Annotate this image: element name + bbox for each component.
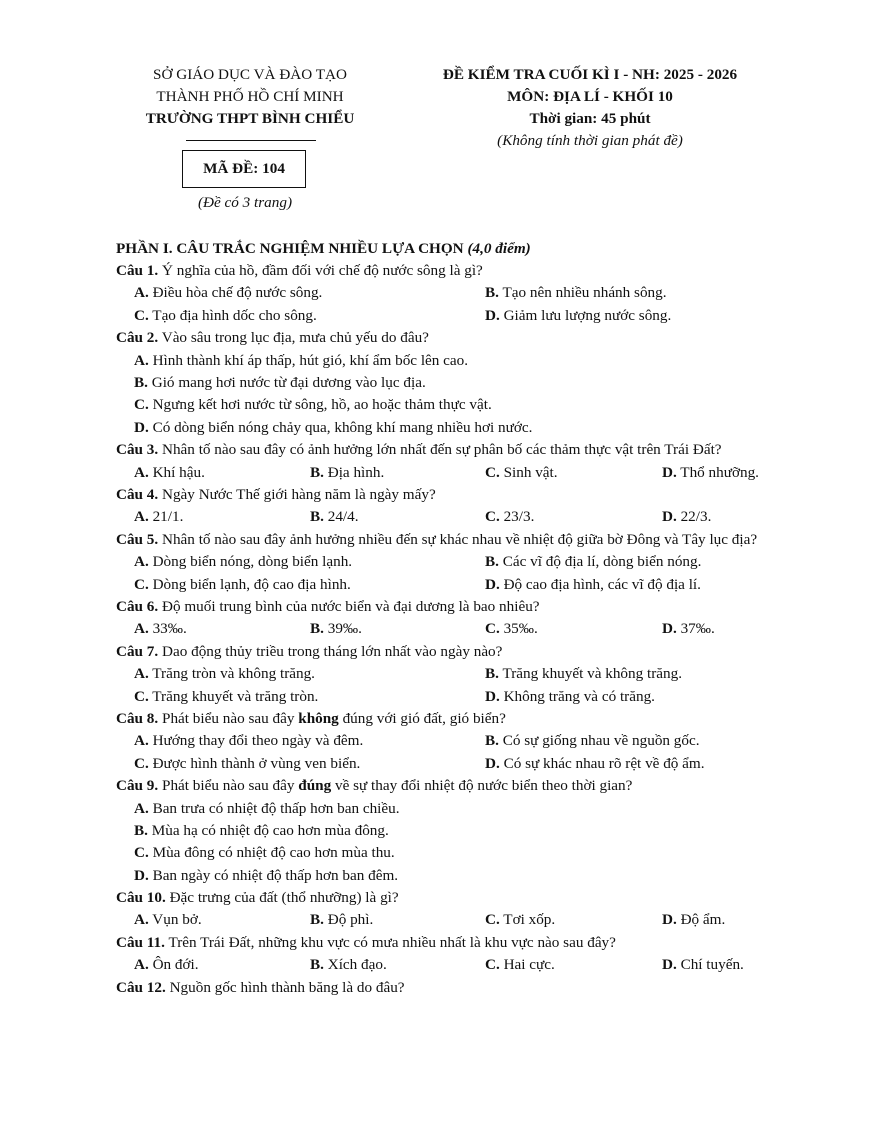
- question-text: Nguồn gốc hình thành băng là do đâu?: [165, 978, 405, 996]
- option-d: D. Giảm lưu lượng nước sông.: [485, 306, 672, 324]
- option-b: B. Có sự giống nhau về nguồn gốc.: [485, 732, 700, 750]
- question-number: Câu 6.: [116, 597, 159, 615]
- section-points: (4,0 điểm): [467, 240, 531, 257]
- question-text: Dao động thủy triều trong tháng lớn nhất vào ngày nào?: [158, 642, 503, 660]
- option-b: B. Độ phì.: [310, 911, 374, 929]
- question-text: Nhân tố nào sau đây ảnh hưởng nhiều đến sự khác nhau về nhiệt độ giữa bờ Đông và Tây lục địa?: [158, 530, 758, 548]
- option-a: A. Dòng biển nóng, dòng biển lạnh.: [134, 553, 353, 571]
- question-1: [116, 260, 780, 282]
- question-6: [116, 596, 780, 618]
- question-9: [116, 775, 780, 797]
- option-a: A. Trăng tròn và không trăng.: [134, 665, 315, 683]
- exam-body: [116, 238, 780, 999]
- page-count-note: (Đề có 3 trang): [197, 194, 293, 211]
- question-3: [116, 439, 780, 461]
- option-b: B. Mùa hạ có nhiệt độ cao hơn mùa đông.: [134, 821, 389, 839]
- exam-duration: Thời gian: 45 phút: [529, 110, 651, 127]
- question-text: Trên Trái Đất, những khu vực có mưa nhiều nhất là khu vực nào sau đây?: [164, 933, 616, 951]
- option-a: A. 21/1.: [134, 508, 184, 526]
- option-b: B. Gió mang hơi nước từ đại dương vào lục địa.: [134, 373, 426, 391]
- question-text: Ý nghĩa của hồ, đầm đối với chế độ nước sông là gì?: [158, 262, 483, 279]
- question-number: Câu 8.: [116, 709, 159, 727]
- question-text: Nhân tố nào sau đây có ảnh hưởng lớn nhất đến sự phân bố các thảm thực vật trên Trái Đất?: [158, 441, 722, 459]
- exam-code-box: MÃ ĐỀ: 104: [182, 150, 306, 188]
- question-7: [116, 641, 780, 663]
- option-b: B. 24/4.: [310, 508, 359, 526]
- city-name: THÀNH PHỐ HỒ CHÍ MINH: [156, 88, 344, 105]
- school-name: TRƯỜNG THPT BÌNH CHIỂU: [145, 110, 355, 127]
- option-d: D. Không trăng và có trăng.: [485, 687, 655, 705]
- question-number: Câu 7.: [116, 642, 159, 660]
- option-c: C. Trăng khuyết và trăng tròn.: [134, 687, 319, 705]
- question-number: Câu 12.: [116, 978, 166, 996]
- question-text: Phát biểu nào sau đây: [158, 777, 299, 795]
- question-10: [116, 887, 780, 909]
- question-emphasis: không: [298, 709, 339, 727]
- question-number: Câu 3.: [116, 441, 159, 459]
- question-text: Đặc trưng của đất (thổ nhưỡng) là gì?: [165, 889, 399, 907]
- option-c: C. Mùa đông có nhiệt độ cao hơn mùa thu.: [134, 844, 395, 862]
- option-c: C. Ngưng kết hơi nước từ sông, hồ, ao hoặc thảm thực vật.: [134, 396, 492, 414]
- option-d: D. Có dòng biển nóng chảy qua, không khí mang nhiều hơi nước.: [134, 418, 533, 436]
- option-a: A. Khí hậu.: [134, 463, 205, 481]
- option-d: D. Có sự khác nhau rõ rệt về độ ẩm.: [485, 754, 705, 772]
- option-c: C. Tơi xốp.: [485, 911, 556, 929]
- question-8: [116, 708, 780, 730]
- option-d: D. Chí tuyến.: [662, 956, 744, 974]
- question-text: Độ muối trung bình của nước biển và đại dương là bao nhiêu?: [158, 597, 540, 615]
- option-b: B. 39‰.: [310, 620, 362, 638]
- option-c: C. Dòng biển lạnh, độ cao địa hình.: [134, 575, 351, 593]
- exam-duration-note: (Không tính thời gian phát đề): [497, 132, 683, 149]
- option-d: D. Độ ẩm.: [662, 911, 726, 929]
- department-name: SỞ GIÁO DỤC VÀ ĐÀO TẠO: [153, 66, 347, 83]
- question-number: Câu 11.: [116, 933, 165, 951]
- option-d: D. 22/3.: [662, 508, 712, 526]
- option-b: B. Trăng khuyết và không trăng.: [485, 665, 683, 683]
- question-2: [116, 327, 780, 349]
- section-heading: PHẦN I. CÂU TRẮC NGHIỆM NHIỀU LỰA CHỌN: [116, 240, 468, 257]
- school-header: [118, 64, 382, 130]
- option-a: A. 33‰.: [134, 620, 187, 638]
- question-text: Ngày Nước Thế giới hàng năm là ngày mấy?: [158, 485, 436, 503]
- option-c: C. Hai cực.: [485, 956, 555, 974]
- option-a: A. Ban trưa có nhiệt độ thấp hơn ban chiều.: [134, 799, 400, 817]
- option-a: A. Hình thành khí áp thấp, hút gió, khí ẩm bốc lên cao.: [134, 351, 469, 369]
- question-emphasis: đúng: [298, 777, 332, 795]
- option-a: A. Vụn bở.: [134, 911, 202, 929]
- question-11: [116, 932, 780, 954]
- option-b: B. Các vĩ độ địa lí, dòng biển nóng.: [485, 553, 702, 571]
- option-c: C. Tạo địa hình dốc cho sông.: [134, 306, 317, 324]
- option-a: A. Hướng thay đổi theo ngày và đêm.: [134, 732, 364, 750]
- option-b: B. Địa hình.: [310, 463, 385, 481]
- option-c: C. Được hình thành ở vùng ven biển.: [134, 754, 361, 772]
- exam-subject: MÔN: ĐỊA LÍ - KHỐI 10: [507, 88, 673, 105]
- option-d: D. Độ cao địa hình, các vĩ độ địa lí.: [485, 575, 701, 593]
- question-number: Câu 5.: [116, 530, 159, 548]
- question-text: Phát biểu nào sau đây: [158, 709, 299, 727]
- option-c: C. Sinh vật.: [485, 463, 558, 481]
- exam-title: ĐỀ KIỂM TRA CUỐI KÌ I - NH: 2025 - 2026: [442, 66, 738, 83]
- option-d: D. 37‰.: [662, 620, 715, 638]
- question-number: Câu 9.: [116, 777, 159, 795]
- header-divider: [186, 140, 316, 141]
- exam-header: [410, 64, 770, 152]
- option-d: D. Ban ngày có nhiệt độ thấp hơn ban đêm.: [134, 866, 399, 884]
- question-number: Câu 10.: [116, 889, 166, 907]
- option-c: C. 23/3.: [485, 508, 535, 526]
- question-text-end: về sự thay đổi nhiệt độ nước biển theo thời gian?: [331, 777, 633, 795]
- option-a: A. Điều hòa chế độ nước sông.: [134, 284, 323, 302]
- question-number: Câu 4.: [116, 485, 159, 503]
- question-4: [116, 484, 780, 506]
- option-d: D. Thổ nhưỡng.: [662, 463, 759, 481]
- question-number: Câu 2.: [116, 329, 159, 347]
- option-b: B. Xích đạo.: [310, 956, 387, 974]
- question-text: Vào sâu trong lục địa, mưa chủ yếu do đâu?: [158, 329, 429, 347]
- question-12: [116, 977, 780, 999]
- option-c: C. 35‰.: [485, 620, 538, 638]
- question-5: [116, 529, 780, 551]
- option-a: A. Ôn đới.: [134, 956, 199, 974]
- section-title: [116, 238, 780, 260]
- question-text-end: đúng với gió đất, gió biển?: [338, 709, 506, 727]
- question-number: Câu 1.: [116, 262, 159, 279]
- option-b: B. Tạo nên nhiều nhánh sông.: [485, 284, 667, 302]
